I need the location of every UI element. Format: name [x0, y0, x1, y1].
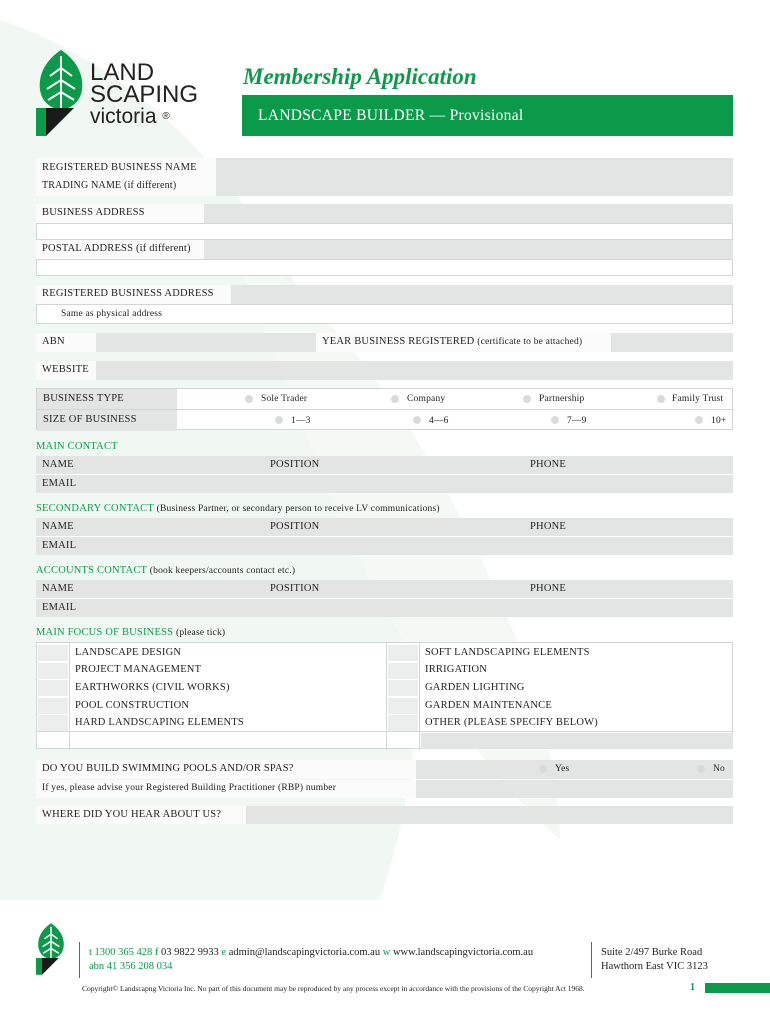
hear-about-us-label: WHERE DID YOU HEAR ABOUT US?: [42, 809, 222, 820]
main-name-label: NAME: [42, 459, 74, 470]
main-phone-label: PHONE: [530, 459, 567, 470]
page-number: 1: [690, 982, 695, 993]
same-as-physical-address-label: Same as physical address: [61, 309, 163, 319]
business-type-sole-trader-radio[interactable]: [245, 395, 253, 403]
year-registered-label: YEAR BUSINESS REGISTERED (certificate to be attached): [322, 336, 583, 347]
focus-tick-project-management[interactable]: [38, 663, 68, 679]
business-name-field[interactable]: [218, 158, 733, 196]
application-type-banner: LANDSCAPE BUILDER — Provisional: [242, 95, 733, 136]
footer-address-line1: Suite 2/497 Burke Road: [601, 947, 703, 958]
business-address-label: BUSINESS ADDRESS: [42, 207, 145, 218]
focus-tick-landscape-design[interactable]: [38, 645, 68, 661]
size-7-9-option: 7—9: [567, 416, 587, 426]
focus-irrigation: IRRIGATION: [425, 664, 488, 675]
focus-tick-garden-maintenance[interactable]: [388, 698, 418, 714]
business-name-block: [36, 158, 733, 196]
focus-garden-lighting: GARDEN LIGHTING: [425, 682, 525, 693]
focus-landscape-design: LANDSCAPE DESIGN: [75, 647, 182, 658]
abn-label: ABN: [42, 336, 65, 347]
focus-tick-earthworks[interactable]: [38, 680, 68, 696]
pools-no-option: No: [713, 764, 726, 774]
footer-divider-left: [79, 942, 80, 978]
secondary-name-label: NAME: [42, 521, 74, 532]
focus-tick-soft-landscaping[interactable]: [388, 645, 418, 661]
logo-line-land: LAND: [90, 59, 155, 86]
secondary-contact-heading: SECONDARY CONTACT (Business Partner, or secondary person to receive LV communications): [36, 503, 440, 514]
website-row[interactable]: [36, 361, 733, 380]
rbp-row: [36, 780, 733, 798]
focus-pool-construction: POOL CONSTRUCTION: [75, 700, 190, 711]
business-type-table: [36, 388, 733, 430]
abn-field[interactable]: [98, 333, 314, 352]
footer-abn: abn 41 356 208 034: [89, 961, 173, 972]
focus-tick-irrigation[interactable]: [388, 663, 418, 679]
pools-yes-option: Yes: [555, 764, 570, 774]
registered-address-row[interactable]: [36, 285, 733, 304]
year-registered-field[interactable]: [612, 333, 733, 352]
copyright-notice: Copyright© Landscapng Victoria Inc. No part of this document may be reproduced by any process except in accordance with the provisions of the Copyright Act 1968.: [82, 984, 585, 993]
hear-about-us-row: [36, 806, 733, 824]
accounts-name-label: NAME: [42, 583, 74, 594]
business-type-partnership-radio[interactable]: [523, 395, 531, 403]
logo-line-victoria: victoria ®: [90, 105, 170, 128]
hear-about-us-field[interactable]: [248, 806, 733, 824]
accounts-email-label: EMAIL: [42, 602, 77, 613]
size-7-9-radio[interactable]: [551, 416, 559, 424]
secondary-email-label: EMAIL: [42, 540, 77, 551]
business-type-company-radio[interactable]: [391, 395, 399, 403]
footer-address-line2: Hawthorn East VIC 3123: [601, 961, 708, 972]
focus-hard-landscaping: HARD LANDSCAPING ELEMENTS: [75, 717, 244, 728]
main-focus-heading: MAIN FOCUS OF BUSINESS (please tick): [36, 627, 226, 638]
focus-tick-garden-lighting[interactable]: [388, 680, 418, 696]
company-option: Company: [407, 394, 446, 404]
main-contact-heading: MAIN CONTACT: [36, 441, 118, 452]
size-1-3-option: 1—3: [291, 416, 311, 426]
accounts-contact-heading: ACCOUNTS CONTACT (book keepers/accounts contact etc.): [36, 565, 296, 576]
postal-address-row[interactable]: [36, 240, 733, 259]
focus-tick-pool-construction[interactable]: [38, 698, 68, 714]
secondary-contact-block: [36, 518, 733, 555]
main-email-label: EMAIL: [42, 478, 77, 489]
focus-soft-landscaping: SOFT LANDSCAPING ELEMENTS: [425, 647, 590, 658]
accounts-phone-label: PHONE: [530, 583, 567, 594]
partnership-option: Partnership: [539, 394, 585, 404]
business-type-label: BUSINESS TYPE: [43, 393, 124, 404]
focus-garden-maintenance: GARDEN MAINTENANCE: [425, 700, 552, 711]
family-trust-option: Family Trust: [672, 394, 724, 404]
footer-contact-details: t 1300 365 428 f 03 9822 9933 e admin@landscapingvictoria.com.au w www.landscapingvictoria.com.au: [89, 947, 534, 958]
rbp-label: If yes, please advise your Registered Building Practitioner (RBP) number: [42, 783, 337, 793]
website-label: WEBSITE: [42, 364, 89, 375]
focus-tick-other[interactable]: [388, 715, 418, 731]
secondary-position-label: POSITION: [270, 521, 320, 532]
size-10-plus-radio[interactable]: [695, 416, 703, 424]
pools-row: [36, 760, 733, 779]
logo-line-scaping: SCAPING: [90, 81, 199, 108]
abn-row: [36, 333, 733, 352]
main-position-label: POSITION: [270, 459, 320, 470]
main-focus-table: [36, 642, 733, 749]
accounts-position-label: POSITION: [270, 583, 320, 594]
size-10-plus-option: 10+: [711, 416, 727, 426]
focus-other-specify-field[interactable]: [421, 733, 733, 749]
pools-question-label: DO YOU BUILD SWIMMING POOLS AND/OR SPAS?: [42, 763, 294, 774]
postal-address-line2[interactable]: [36, 259, 733, 276]
logo-wordmark: [90, 59, 199, 128]
registered-address-line2[interactable]: [36, 304, 733, 324]
business-type-family-trust-radio[interactable]: [657, 395, 665, 403]
size-4-6-radio[interactable]: [413, 416, 421, 424]
postal-address-label: POSTAL ADDRESS (if different): [42, 243, 191, 254]
footer-logo-icon: [36, 920, 66, 978]
registered-business-name-label: REGISTERED BUSINESS NAME: [42, 162, 197, 173]
secondary-phone-label: PHONE: [530, 521, 567, 532]
rbp-number-field[interactable]: [418, 780, 733, 798]
focus-tick-hard-landscaping[interactable]: [38, 715, 68, 731]
sole-trader-option: Sole Trader: [261, 394, 308, 404]
footer-green-bar: [705, 983, 770, 993]
business-address-row[interactable]: [36, 204, 733, 223]
size-of-business-label: SIZE OF BUSINESS: [43, 414, 137, 425]
main-contact-block: [36, 456, 733, 493]
footer-divider-right: [591, 942, 592, 978]
pools-yes-radio[interactable]: [539, 765, 547, 773]
size-4-6-option: 4—6: [429, 416, 449, 426]
business-address-line2[interactable]: [36, 223, 733, 240]
accounts-contact-block: [36, 580, 733, 617]
size-1-3-radio[interactable]: [275, 416, 283, 424]
page-title: Membership Application: [243, 64, 477, 89]
registered-address-label: REGISTERED BUSINESS ADDRESS: [42, 288, 214, 299]
trading-name-label: TRADING NAME (if different): [42, 180, 177, 191]
landscaping-victoria-logo-icon: [36, 48, 86, 138]
focus-earthworks: EARTHWORKS (CIVIL WORKS): [75, 682, 230, 693]
pools-no-radio[interactable]: [697, 765, 705, 773]
focus-project-management: PROJECT MANAGEMENT: [75, 664, 202, 675]
focus-other: OTHER (PLEASE SPECIFY BELOW): [425, 717, 598, 728]
